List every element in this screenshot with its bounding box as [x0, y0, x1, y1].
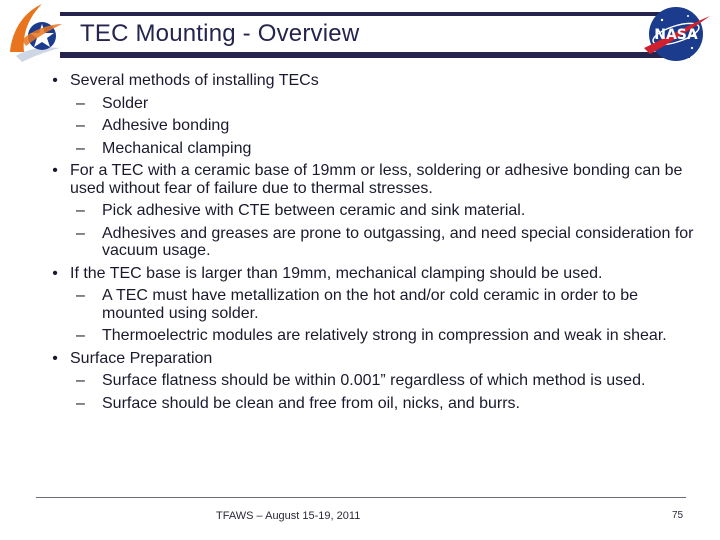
- sub-text: Surface flatness should be within 0.001” regardless of which method is used.: [102, 372, 646, 389]
- sub-text: Pick adhesive with CTE between ceramic and sink material.: [102, 202, 526, 219]
- sub-text: A TEC must have metallization on the hot and/or cold ceramic in order to be mounted using solder.: [102, 287, 638, 322]
- page-number: 75: [672, 510, 684, 521]
- header-bar-bottom: [60, 52, 690, 58]
- sub-text: Mechanical clamping: [102, 139, 252, 157]
- sub-list: [70, 287, 696, 345]
- bullet-text: Several methods of installing TECs: [70, 72, 319, 89]
- dash-icon: –: [76, 202, 85, 219]
- dash-icon: –: [76, 224, 85, 242]
- sub-item: [46, 202, 696, 220]
- dash-icon: –: [76, 327, 85, 344]
- sub-item: [46, 95, 696, 113]
- bullet-list: [46, 72, 696, 412]
- slide-title: TEC Mounting - Overview: [80, 20, 360, 47]
- bullet-dot-icon: •: [52, 72, 58, 89]
- bullet-surface-prep: [46, 350, 696, 413]
- bullet-dot-icon: •: [52, 162, 58, 179]
- slide-content: [46, 72, 696, 417]
- sub-list: [70, 372, 696, 412]
- bullet-small-base: [46, 162, 696, 260]
- sub-item: [46, 117, 696, 135]
- bullet-text: For a TEC with a ceramic base of 19mm or less, soldering or adhesive bonding can be used without fear of failure due to thermal stresses.: [70, 162, 683, 197]
- dash-icon: –: [76, 372, 85, 389]
- sub-list: [70, 202, 696, 260]
- bullet-text: Surface Preparation: [70, 349, 213, 367]
- sub-item: [46, 395, 696, 413]
- sub-text: Adhesives and greases are prone to outgassing, and need special consideration for vacuum usage.: [102, 224, 694, 259]
- bullet-dot-icon: •: [52, 349, 58, 367]
- footer-divider: [36, 497, 686, 498]
- sub-item: [46, 327, 696, 345]
- sub-item: [46, 225, 696, 260]
- dash-icon: –: [76, 139, 85, 157]
- bullet-methods: [46, 72, 696, 157]
- bullet-large-base: [46, 265, 696, 345]
- sub-item: [46, 140, 696, 158]
- nasa-logo-text: NASA: [654, 27, 698, 43]
- dash-icon: –: [76, 394, 85, 412]
- sub-text: Solder: [102, 94, 149, 112]
- dash-icon: –: [76, 94, 85, 112]
- dash-icon: –: [76, 117, 85, 134]
- tfaws-logo-icon: [2, 0, 64, 64]
- sub-list: [70, 95, 696, 158]
- sub-item: [46, 372, 696, 390]
- sub-text: Thermoelectric modules are relatively strong in compression and weak in shear.: [102, 327, 667, 344]
- sub-text: Surface should be clean and free from oil, nicks, and burrs.: [102, 394, 520, 412]
- footer-text: TFAWS – August 15-19, 2011: [216, 510, 361, 522]
- nasa-meatball-icon: [640, 4, 712, 64]
- sub-text: Adhesive bonding: [102, 117, 230, 134]
- bullet-text: If the TEC base is larger than 19mm, mechanical clamping should be used.: [70, 264, 603, 282]
- sub-item: [46, 287, 696, 322]
- dash-icon: –: [76, 287, 85, 304]
- header-bar-top: [60, 12, 690, 16]
- bullet-dot-icon: •: [52, 264, 58, 282]
